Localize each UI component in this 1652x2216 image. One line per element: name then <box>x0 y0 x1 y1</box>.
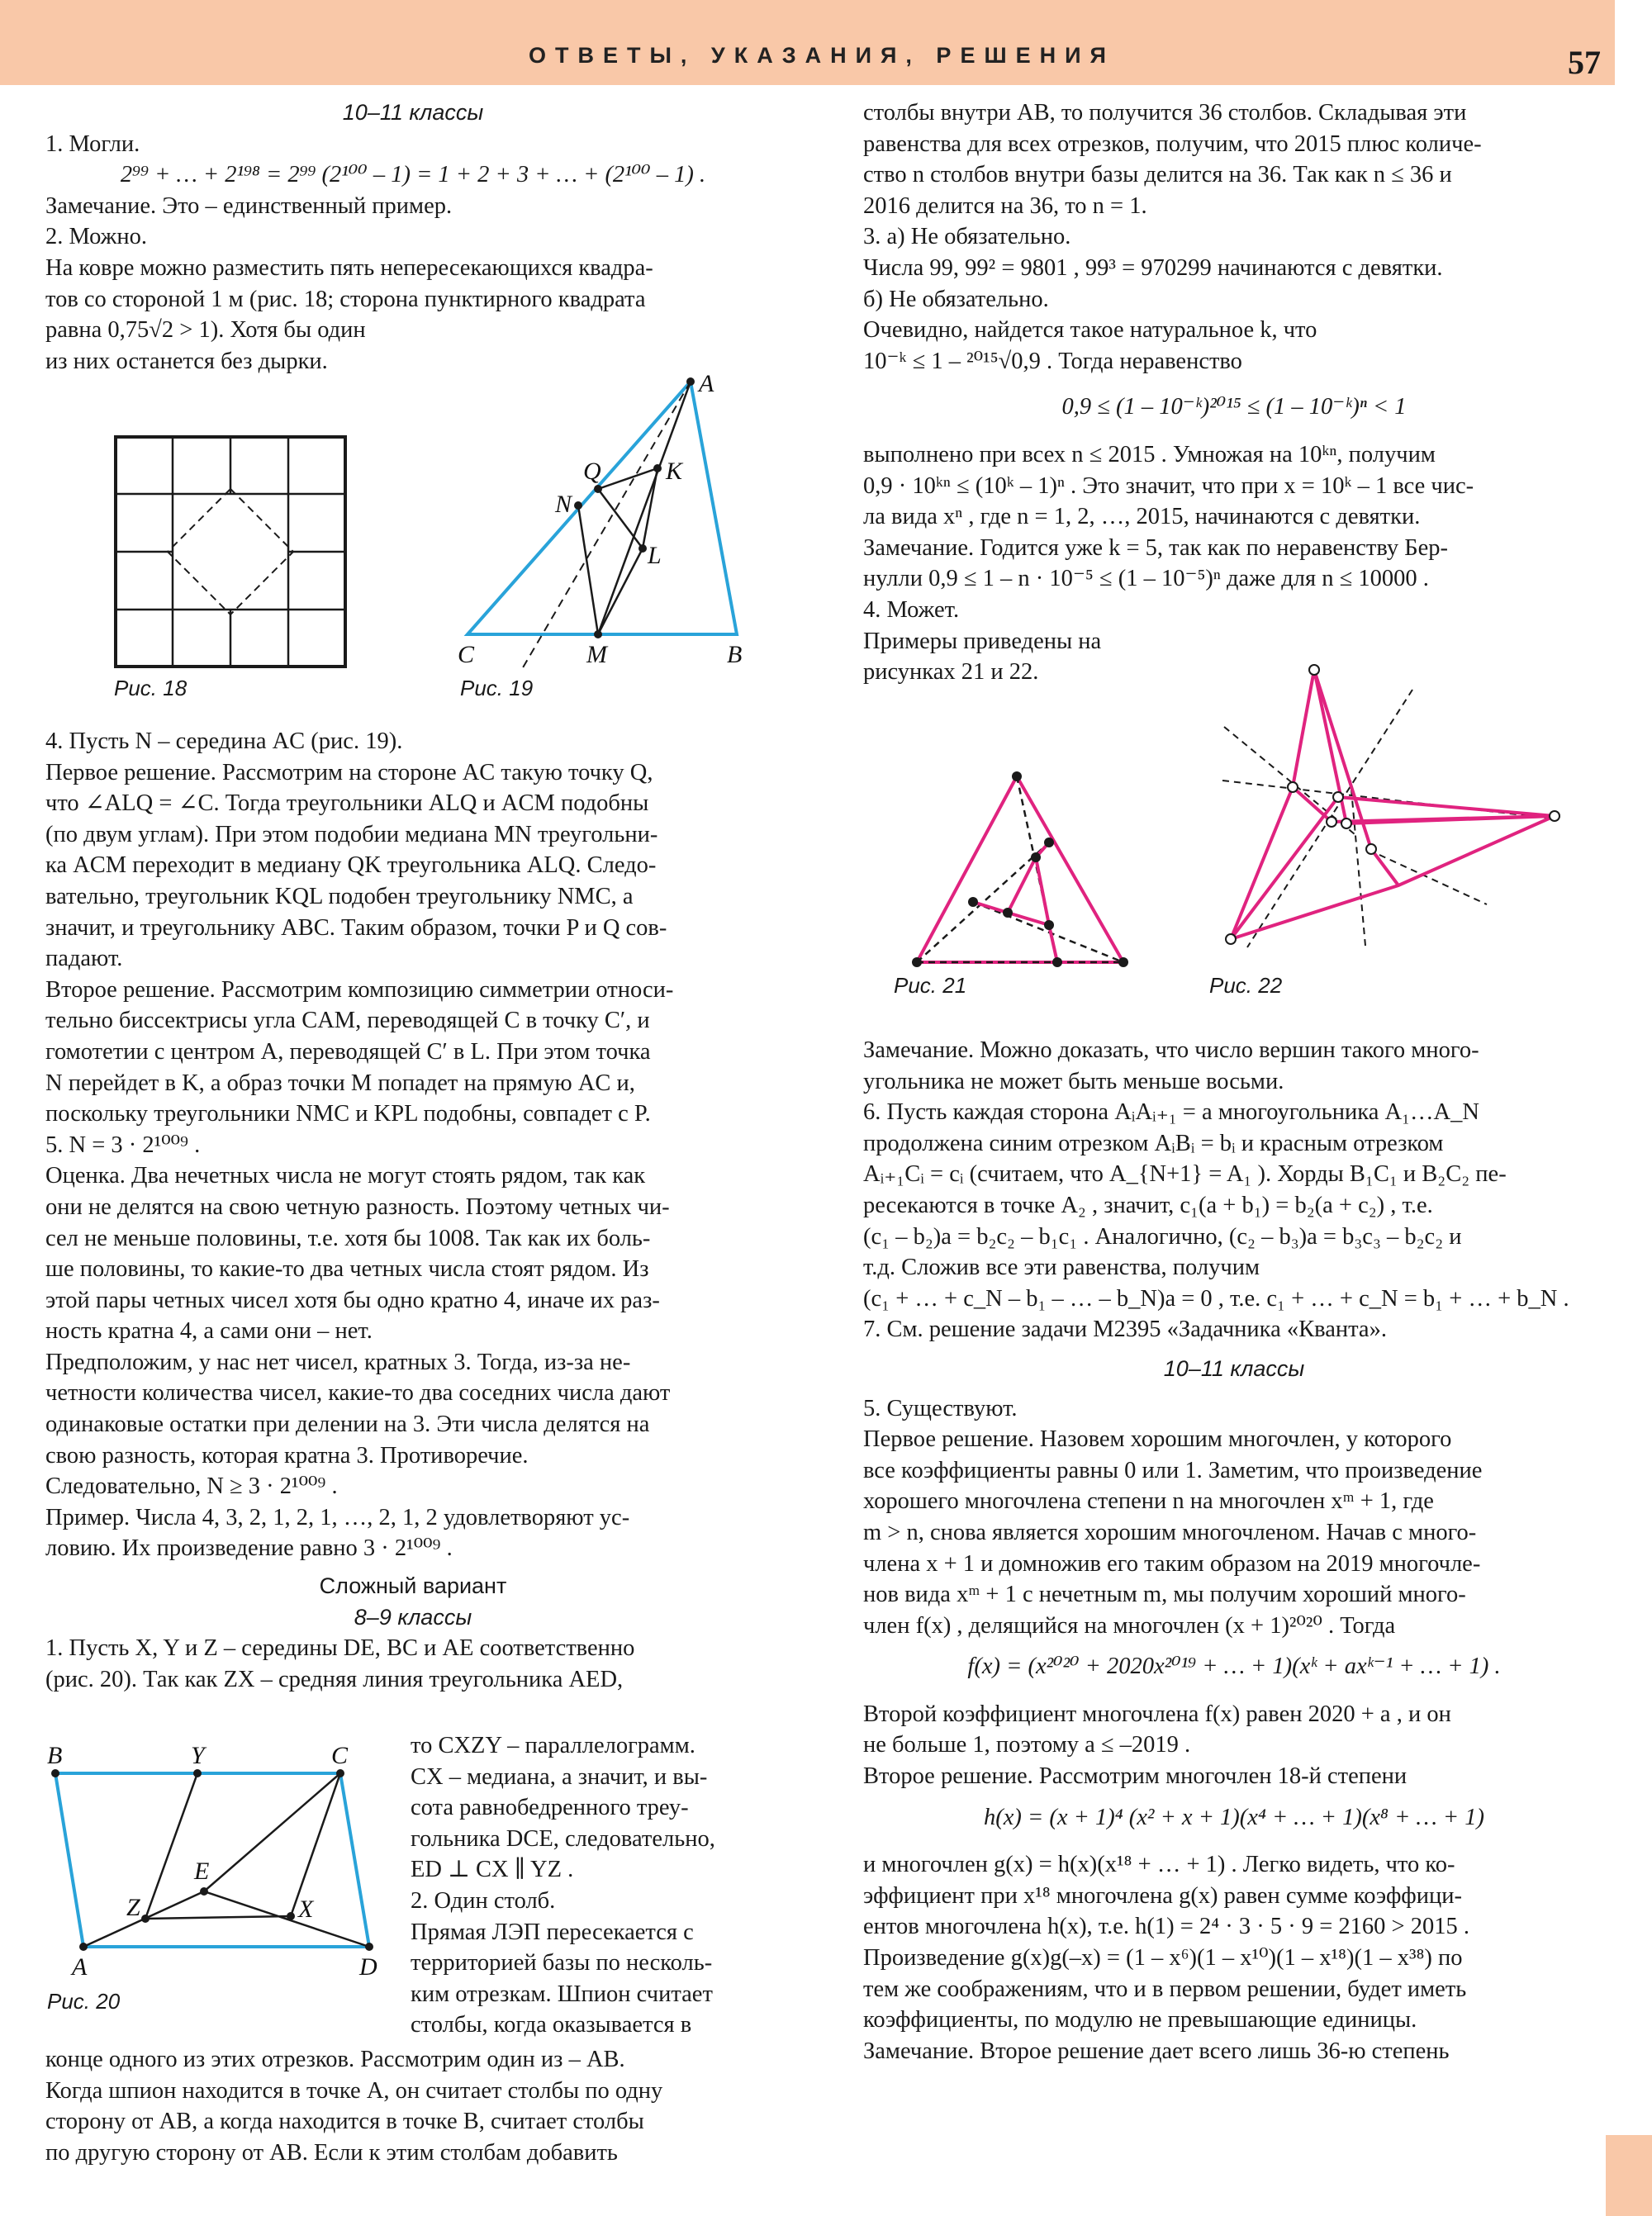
formula-h: h(x) = (x + 1)⁴ (x² + x + 1)(x⁴ + … + 1)(x⁸ + … + 1) <box>984 1804 1484 1830</box>
answer-2: 2. Можно. <box>45 224 147 250</box>
text-line: тем же соображениям, что и в первом решении, будет иметь <box>863 1976 1467 2002</box>
label-C: C <box>458 641 475 668</box>
text-line: 4. Может. <box>863 596 960 623</box>
text-line: Второе решение. Рассмотрим композицию симметрии относи- <box>45 976 674 1003</box>
text-line: 2. Один столб. <box>411 1887 556 1914</box>
label-M: M <box>586 641 607 668</box>
text-line: Второе решение. Рассмотрим многочлен 18-й степени <box>863 1763 1408 1790</box>
header-title: ОТВЕТЫ, УКАЗАНИЯ, РЕШЕНИЯ <box>529 43 1115 68</box>
page-number: 57 <box>1568 44 1601 81</box>
label-B: B <box>47 1742 63 1769</box>
text-line: нулли 0,9 ≤ 1 – n · 10⁻⁵ ≤ (1 – 10⁻⁵)ⁿ даже для n ≤ 10000 . <box>863 566 1429 592</box>
formula-1: 2⁹⁹ + … + 2¹⁹⁸ = 2⁹⁹ (2¹⁰⁰ – 1) = 1 + 2 + 3 + … + (2¹⁰⁰ – 1) . <box>120 162 706 188</box>
text-line: б) Не обязательно. <box>863 286 1049 312</box>
figure-21 <box>884 768 1132 966</box>
answer-1: 1. Могли. <box>45 130 140 157</box>
variant-heading: Сложный вариант <box>319 1573 507 1599</box>
text-line: Числа 99, 99² = 9801 , 99³ = 970299 начинаются с девятки. <box>863 254 1443 281</box>
text-line: ка ACM переходит в медиану QK треугольника ALQ. Следо- <box>45 852 657 879</box>
label-E: E <box>194 1858 210 1885</box>
right-column-middle <box>863 1035 1605 2067</box>
text-line: ше половины, то какие-то два четных числа стоят рядом. Из <box>45 1256 649 1283</box>
caption-fig18: Рис. 18 <box>114 676 188 700</box>
text-line: сота равнобедренного треу- <box>411 1795 689 1821</box>
text-line: не больше 1, поэтому a ≤ –2019 . <box>863 1732 1191 1758</box>
text-line: ность кратна 4, а сами они – нет. <box>45 1318 373 1345</box>
figure-19 <box>454 372 768 694</box>
text-line: этой пары четных чисел хотя бы одно кратно 4, иначе их раз- <box>45 1287 660 1313</box>
text-line: продолжена синим отрезком AᵢBᵢ = bᵢ и красным отрезком <box>863 1130 1444 1156</box>
label-Z: Z <box>126 1894 140 1921</box>
text-line: нов вида xᵐ + 1 с нечетным m, мы получим хороший много- <box>863 1582 1466 1608</box>
label-X: X <box>298 1896 314 1923</box>
text-line: одинаковые остатки при делении на 3. Эти числа делятся на <box>45 1412 650 1438</box>
left-column-top <box>45 97 781 377</box>
text-line: Следовательно, N ≥ 3 · 2¹⁰⁰⁹ . <box>45 1473 338 1500</box>
dashed-square <box>168 489 293 615</box>
text-line: На ковре можно разместить пять непересекающихся квадра- <box>45 254 653 281</box>
text-line: конце одного из этих отрезков. Рассмотрим один из – AB. <box>45 2047 625 2072</box>
text-line: 7. См. решение задачи М2395 «Задачника «Кванта». <box>863 1317 1387 1343</box>
text-line: ким отрезкам. Шпион считает <box>411 1981 713 2007</box>
grade-heading-2: 8–9 классы <box>354 1604 472 1630</box>
text-line: 4. Пусть N – середина AC (рис. 19). <box>45 728 403 754</box>
remark-1: Замечание. Это – единственный пример. <box>45 192 453 219</box>
text-line: ентов многочлена h(x), т.е. h(1) = 2⁴ · 3 · 5 · 9 = 2160 > 2015 . <box>863 1914 1470 1940</box>
text-line: все коэффициенты равны 0 или 1. Заметим, что произведение <box>863 1457 1483 1483</box>
text-line: четности количества чисел, какие-то два соседних числа дают <box>45 1380 671 1407</box>
label-A: A <box>699 370 714 397</box>
text-line: Примеры приведены на <box>863 628 1102 654</box>
text-line: выполнено при всех n ≤ 2015 . Умножая на 10ᵏⁿ, получим <box>863 441 1436 467</box>
text-line: Aᵢ₊₁Cᵢ = cᵢ (считаем, что A_{N+1} = A₁ ). Хорды B₁C₁ и B₂C₂ пе- <box>863 1161 1507 1188</box>
label-N: N <box>555 491 572 518</box>
text-line: m > n, снова является хорошим многочленом. Начав с много- <box>863 1519 1477 1545</box>
text-line: сел не меньше половины, т.е. хотя бы 1008. Так как их боль- <box>45 1225 651 1251</box>
text-line: поскольку треугольники NMC и KPL подобны, совпадет с P. <box>45 1101 651 1127</box>
text-line: свою разность, которая кратна 3. Противоречие. <box>45 1442 529 1469</box>
text-line: угольника не может быть меньше восьми. <box>863 1068 1284 1094</box>
left-column-narrow <box>411 1730 782 2041</box>
text-line: тельно биссектрисы угла CAM, переводящей C в точку C′, и <box>45 1008 650 1034</box>
text-line: Когда шпион находится в точке A, он считает столбы по одну <box>45 2077 663 2104</box>
text-line: вательно, треугольник KQL подобен треугольнику NMC, а <box>45 883 634 909</box>
text-line: CX – медиана, а значит, и вы- <box>411 1763 708 1790</box>
caption-fig21: Рис. 21 <box>894 973 967 998</box>
text-line: территорией базы по несколь- <box>411 1950 713 1976</box>
text-line: значит, и треугольнику ABC. Таким образом, точки P и Q сов- <box>45 914 667 941</box>
label-A: A <box>72 1953 88 1981</box>
text-line: (рис. 20). Так как ZX – средняя линия треугольника AED, <box>45 1666 624 1692</box>
text-line: Прямая ЛЭП пересекается с <box>411 1919 694 1945</box>
label-Y: Y <box>191 1742 205 1769</box>
text-line: что ∠ALQ = ∠C. Тогда треугольники ALQ и ACM подобны <box>45 790 649 817</box>
text-line: 0,9 · 10ᵏⁿ ≤ (10ᵏ – 1)ⁿ . Это значит, что при x = 10ᵏ – 1 все чис- <box>863 472 1474 499</box>
text-line: хорошего многочлена степени n на многочлен xᵐ + 1, где <box>863 1488 1434 1515</box>
text-line: 10⁻ᵏ ≤ 1 – ²⁰¹⁵√0,9 . Тогда неравенство <box>863 348 1242 374</box>
text-line: Второй коэффициент многочлена f(x) равен 2020 + a , и он <box>863 1701 1451 1727</box>
text-line: они не делятся на свою четную разность. Поэтому четных чи- <box>45 1193 670 1220</box>
text-line: равенства для всех отрезков, получим, что 2015 плюс количе- <box>863 130 1482 157</box>
text-line: Первое решение. Назовем хорошим многочлен, у которого <box>863 1426 1452 1453</box>
text-line: гомотетии с центром A, переводящей C′ в L. При этом точка <box>45 1038 651 1065</box>
caption-fig20: Рис. 20 <box>47 1989 121 2014</box>
page-header <box>0 0 1615 85</box>
text-line: то CXZY – параллелограмм. <box>411 1733 695 1758</box>
text-line: и многочлен g(x) = h(x)(x¹⁸ + … + 1) . Легко видеть, что ко- <box>863 1852 1455 1878</box>
text-line: Предположим, у нас нет чисел, кратных 3. Тогда, из-за не- <box>45 1349 631 1375</box>
text-line: гольника DCE, следовательно, <box>411 1825 715 1852</box>
grade-heading: 10–11 классы <box>342 100 484 125</box>
text-line: Очевидно, найдется такое натуральное k, что <box>863 317 1317 344</box>
left-column-middle <box>45 726 781 1695</box>
text-line: из них останется без дырки. <box>45 348 328 374</box>
figure-18 <box>114 435 347 668</box>
text-line: члена x + 1 и домножив его таким образом на 2019 многочле- <box>863 1550 1481 1577</box>
text-line: Первое решение. Рассмотрим на стороне AC такую точку Q, <box>45 759 653 785</box>
formula-inequality: 0,9 ≤ (1 – 10⁻ᵏ)²⁰¹⁵ ≤ (1 – 10⁻ᵏ)ⁿ < 1 <box>1061 394 1407 420</box>
formula-f: f(x) = (x²⁰²⁰ + 2020x²⁰¹⁹ + … + 1)(xᵏ + axᵏ⁻¹ + … + 1) . <box>967 1654 1501 1680</box>
label-B: B <box>727 641 743 668</box>
text-line: т.д. Сложив все эти равенства, получим <box>863 1255 1260 1281</box>
text-line: член f(x) , делящийся на многочлен (x + 1)²⁰²⁰ . Тогда <box>863 1612 1396 1639</box>
text-line: ловию. Их произведение равно 3 · 2¹⁰⁰⁹ . <box>45 1535 453 1562</box>
right-column-top <box>863 97 1605 688</box>
caption-fig22: Рис. 22 <box>1209 973 1283 998</box>
label-K: K <box>666 458 683 485</box>
text-line: ED ⊥ CX ∥ YZ . <box>411 1857 574 1883</box>
text-line: Произведение g(x)g(–x) = (1 – x⁶)(1 – x¹⁰)(1 – x¹⁸)(1 – x³⁸) по <box>863 1945 1463 1972</box>
text-line: ресекаются в точке A₂ , значит, c₁(a + b₁) = b₂(a + c₂) , т.е. <box>863 1192 1433 1218</box>
label-L: L <box>648 542 662 569</box>
grade-heading-3: 10–11 классы <box>1163 1355 1305 1381</box>
text-line: коэффициенты, по модулю не превышающие единицы. <box>863 2007 1417 2033</box>
text-line: 3. а) Не обязательно. <box>863 224 1071 250</box>
text-line: тов со стороной 1 м (рис. 18; сторона пунктирного квадрата <box>45 286 646 312</box>
text-line: падают. <box>45 946 123 972</box>
text-line: (c₁ – b₂)a = b₂c₂ – b₁c₁ . Аналогично, (c₂ – b₃)a = b₃c₃ – b₂c₂ и <box>863 1223 1462 1250</box>
figure-22 <box>1214 657 1578 970</box>
text-line: равна 0,75√2 > 1). Хотя бы один <box>45 317 366 344</box>
text-line: Пример. Числа 4, 3, 2, 1, 2, 1, …, 2, 1, 2 удовлетворяют ус- <box>45 1504 630 1530</box>
text-line: 2016 делится на 36, то n = 1. <box>863 192 1147 219</box>
text-line: рисунках 21 и 22. <box>863 659 1039 686</box>
label-D: D <box>359 1953 377 1981</box>
text-line: (c₁ + … + c_N – b₁ – … – b_N)a = 0 , т.е. c₁ + … + c_N = b₁ + … + b_N . <box>863 1285 1569 1312</box>
left-column-bottom <box>45 2044 781 2168</box>
text-line: ла вида xⁿ , где n = 1, 2, …, 2015, начинаются с девятки. <box>863 504 1421 530</box>
text-line: N перейдет в K, а образ точки M попадет на прямую AC и, <box>45 1070 635 1096</box>
text-line: 1. Пусть X, Y и Z – середины DE, BC и AE соответственно <box>45 1635 635 1662</box>
text-line: Замечание. Годится уже k = 5, так как по неравенству Бер- <box>863 534 1448 561</box>
text-line: 6. Пусть каждая сторона AᵢAᵢ₊₁ = a многоугольника A₁…A_N <box>863 1099 1479 1126</box>
text-line: столбы внутри AB, то получится 36 столбов. Складывая эти <box>863 100 1467 126</box>
text-line: по другую сторону от AB. Если к этим столбам добавить <box>45 2139 618 2166</box>
figure-20 <box>45 1742 401 1981</box>
label-Q: Q <box>583 458 601 485</box>
text-line: 5. Существуют. <box>863 1395 1018 1421</box>
text-line: (по двум углам). При этом подобии медиана MN треугольни- <box>45 821 658 847</box>
text-line: Замечание. Можно доказать, что число вершин такого много- <box>863 1037 1479 1063</box>
text-line: эффициент при x¹⁸ многочлена g(x) равен сумме коэффици- <box>863 1882 1462 1909</box>
side-tab <box>1606 2135 1652 2216</box>
text-line: столбы, когда оказывается в <box>411 2012 692 2038</box>
caption-fig19: Рис. 19 <box>460 676 534 700</box>
text-line: Замечание. Второе решение дает всего лишь 36-ю степень <box>863 2038 1450 2064</box>
label-C: C <box>331 1742 349 1769</box>
text-line: ство n столбов внутри базы делится на 36. Так как n ≤ 36 и <box>863 162 1452 188</box>
text-line: 5. N = 3 · 2¹⁰⁰⁹ . <box>45 1132 201 1158</box>
text-line: Оценка. Два нечетных числа не могут стоять рядом, так как <box>45 1163 646 1189</box>
text-line: сторону от AB, а когда находится в точке B, считает столбы <box>45 2109 644 2135</box>
